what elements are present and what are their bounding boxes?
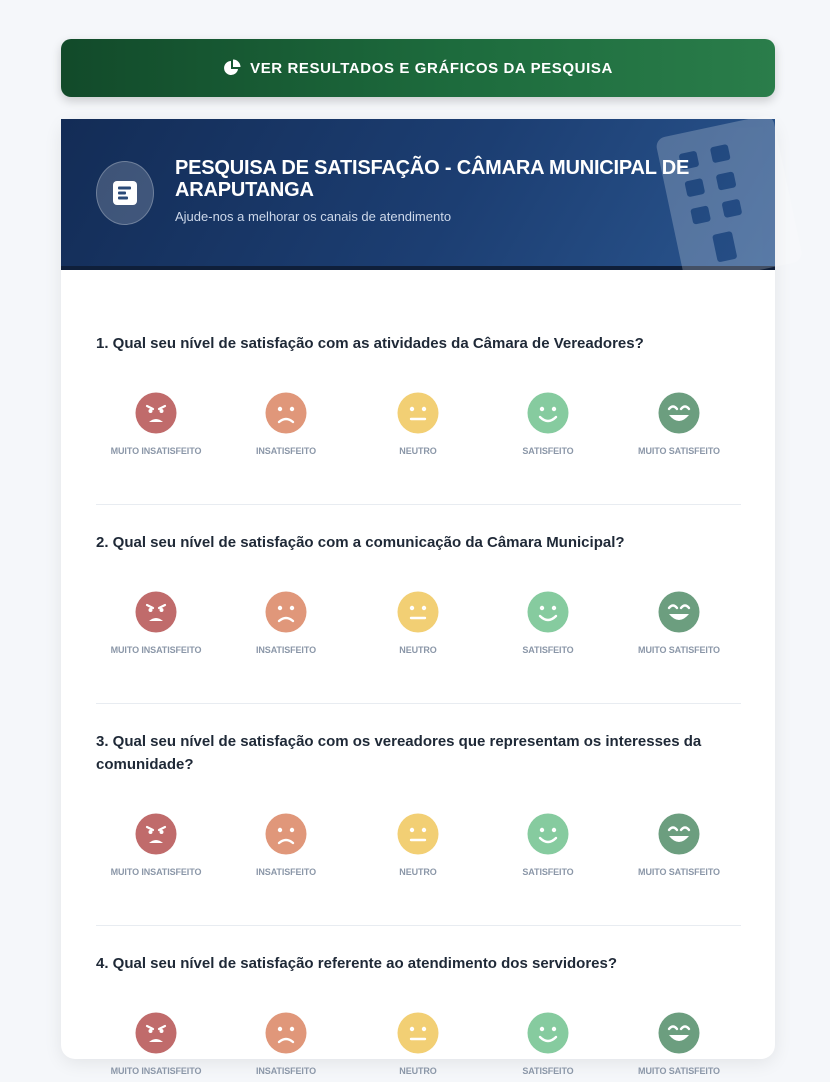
rating-option-insatisfeito[interactable]	[221, 392, 351, 462]
rating-option-label: SATISFEITO	[522, 446, 574, 456]
survey-title: PESQUISA DE SATISFAÇÃO - CÂMARA MUNICIPAL DE ARAPUTANGA	[175, 157, 690, 201]
rating-option-insatisfeito[interactable]	[221, 813, 351, 883]
grin-face-icon	[658, 591, 700, 633]
rating-option-label: MUITO INSATISFEITO	[110, 867, 202, 877]
view-results-button[interactable]	[61, 39, 775, 97]
question-text: 1. Qual seu nível de satisfação com as atividades da Câmara de Vereadores?	[96, 335, 644, 352]
rating-option-label: NEUTRO	[399, 645, 437, 655]
rating-option-label: MUITO SATISFEITO	[638, 446, 720, 456]
survey-header	[61, 119, 775, 270]
rating-option-label: NEUTRO	[399, 867, 437, 877]
divider	[96, 925, 741, 926]
rating-option-label: INSATISFEITO	[256, 645, 316, 655]
question-2	[96, 531, 741, 554]
sad-face-icon	[265, 591, 307, 633]
survey-subtitle: Ajude-nos a melhorar os canais de atendimento	[175, 209, 452, 224]
rating-options	[96, 591, 741, 661]
sad-face-icon	[265, 813, 307, 855]
sad-face-icon	[265, 1012, 307, 1054]
rating-option-insatisfeito[interactable]	[221, 1012, 351, 1082]
rating-option-label: MUITO SATISFEITO	[638, 1066, 720, 1076]
rating-option-satisfeito[interactable]	[483, 392, 613, 462]
rating-options	[96, 1012, 741, 1082]
rating-option-label: INSATISFEITO	[256, 867, 316, 877]
rating-option-label: MUITO INSATISFEITO	[110, 1066, 202, 1076]
divider	[96, 703, 741, 704]
rating-option-muito-insatisfeito[interactable]	[91, 1012, 221, 1082]
smile-face-icon	[527, 1012, 569, 1054]
rating-option-label: INSATISFEITO	[256, 1066, 316, 1076]
divider	[96, 504, 741, 505]
rating-option-label: INSATISFEITO	[256, 446, 316, 456]
rating-option-muito-satisfeito[interactable]	[614, 591, 744, 661]
rating-option-satisfeito[interactable]	[483, 591, 613, 661]
question-text: 4. Qual seu nível de satisfação referente ao atendimento dos servidores?	[96, 955, 618, 972]
angry-face-icon	[135, 1012, 177, 1054]
rating-option-label: SATISFEITO	[522, 1066, 574, 1076]
rating-options	[96, 392, 741, 462]
survey-form-icon	[96, 161, 154, 225]
rating-option-muito-satisfeito[interactable]	[614, 392, 744, 462]
rating-option-muito-insatisfeito[interactable]	[91, 813, 221, 883]
rating-option-label: MUITO SATISFEITO	[638, 867, 720, 877]
rating-option-label: MUITO INSATISFEITO	[110, 446, 202, 456]
neutral-face-icon	[397, 1012, 439, 1054]
grin-face-icon	[658, 813, 700, 855]
rating-option-muito-insatisfeito[interactable]	[91, 591, 221, 661]
question-4	[96, 952, 741, 975]
rating-option-satisfeito[interactable]	[483, 813, 613, 883]
neutral-face-icon	[397, 392, 439, 434]
rating-option-label: SATISFEITO	[522, 867, 574, 877]
rating-option-muito-insatisfeito[interactable]	[91, 392, 221, 462]
grin-face-icon	[658, 1012, 700, 1054]
rating-option-muito-satisfeito[interactable]	[614, 1012, 744, 1082]
question-text: 3. Qual seu nível de satisfação com os vereadores que representam os interesses da comunidade?	[96, 733, 702, 773]
rating-option-label: NEUTRO	[399, 446, 437, 456]
question-1	[96, 332, 741, 355]
angry-face-icon	[135, 392, 177, 434]
rating-option-neutro[interactable]	[353, 1012, 483, 1082]
rating-options	[96, 813, 741, 883]
rating-option-label: SATISFEITO	[522, 645, 574, 655]
rating-option-neutro[interactable]	[353, 392, 483, 462]
angry-face-icon	[135, 591, 177, 633]
survey-card	[61, 119, 775, 1076]
rating-option-satisfeito[interactable]	[483, 1012, 613, 1082]
rating-option-neutro[interactable]	[353, 591, 483, 661]
angry-face-icon	[135, 813, 177, 855]
rating-option-neutro[interactable]	[353, 813, 483, 883]
rating-option-muito-satisfeito[interactable]	[614, 813, 744, 883]
rating-option-label: NEUTRO	[399, 1066, 437, 1076]
rating-option-label: MUITO SATISFEITO	[638, 645, 720, 655]
question-3	[96, 730, 741, 776]
grin-face-icon	[658, 392, 700, 434]
smile-face-icon	[527, 591, 569, 633]
neutral-face-icon	[397, 813, 439, 855]
smile-face-icon	[527, 392, 569, 434]
rating-option-label: MUITO INSATISFEITO	[110, 645, 202, 655]
question-text: 2. Qual seu nível de satisfação com a comunicação da Câmara Municipal?	[96, 534, 625, 551]
smile-face-icon	[527, 813, 569, 855]
pie-chart-icon	[223, 59, 241, 77]
rating-option-insatisfeito[interactable]	[221, 591, 351, 661]
view-results-label: VER RESULTADOS E GRÁFICOS DA PESQUISA	[250, 59, 613, 77]
neutral-face-icon	[397, 591, 439, 633]
sad-face-icon	[265, 392, 307, 434]
